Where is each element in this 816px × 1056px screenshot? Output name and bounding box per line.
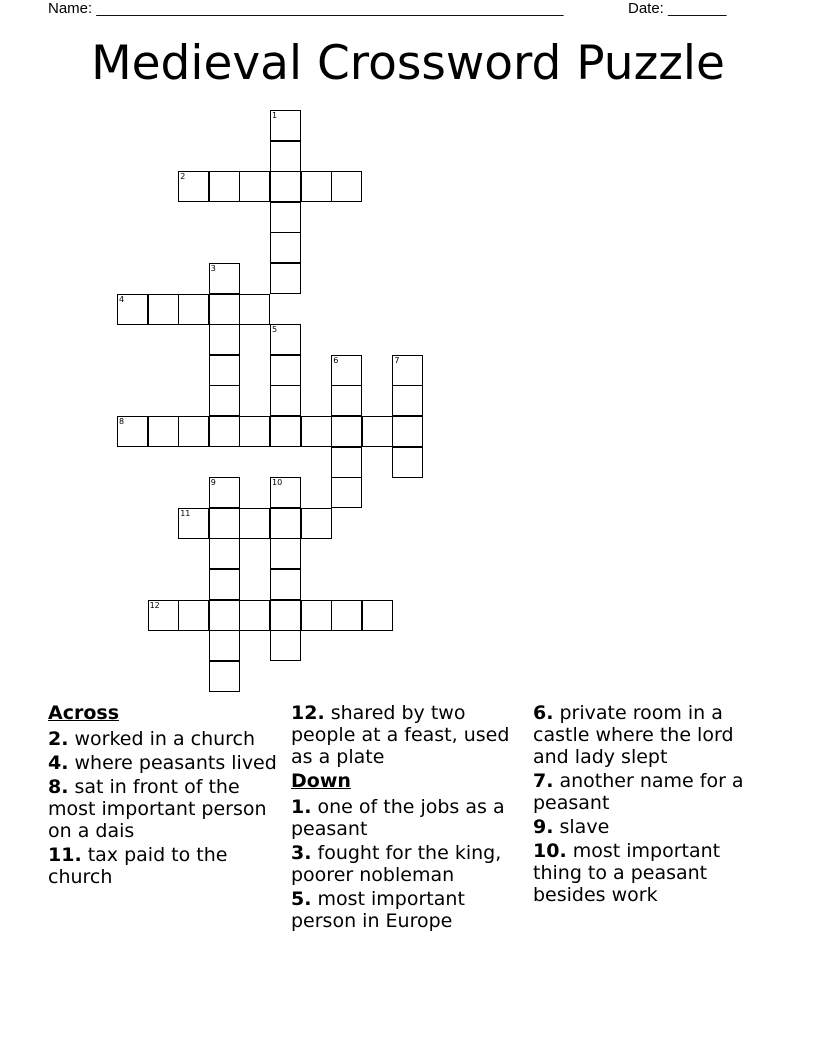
grid-cell[interactable] (117, 294, 148, 325)
grid-cell[interactable] (209, 171, 240, 202)
clue-item-text: fought for the king, poorer nobleman (291, 842, 502, 886)
grid-cell[interactable] (209, 538, 240, 569)
clue-number: 4 (119, 294, 125, 304)
grid-cell[interactable] (331, 385, 362, 416)
clue-item (533, 816, 769, 838)
grid-cell[interactable] (392, 385, 423, 416)
down-clue-list-continued (533, 702, 769, 906)
grid-cell[interactable] (270, 416, 301, 447)
clue-number: 9 (210, 478, 216, 488)
clue-number: 3 (210, 264, 216, 273)
clue-item-text: most important thing to a peasant besides work (533, 840, 721, 906)
clue-item-text: private room in a castle where the lord and lady slept (533, 702, 734, 768)
grid-cell[interactable] (239, 508, 270, 539)
grid-cell[interactable] (270, 171, 301, 202)
clue-item (48, 752, 284, 774)
grid-cell[interactable] (392, 355, 423, 386)
grid-cell[interactable] (239, 600, 270, 631)
grid-cell[interactable] (331, 171, 362, 202)
grid-cell[interactable] (270, 324, 301, 355)
grid-cell[interactable] (270, 630, 301, 661)
grid-cell[interactable] (270, 385, 301, 416)
clue-item-number: 11. (48, 844, 82, 866)
grid-cell[interactable] (239, 294, 270, 325)
grid-cell[interactable] (301, 171, 332, 202)
grid-cell[interactable] (270, 141, 301, 172)
grid-cell[interactable] (178, 508, 209, 539)
clue-item-text: worked in a church (74, 728, 256, 750)
clue-item-number: 8. (48, 776, 69, 798)
grid-cell[interactable] (209, 294, 240, 325)
grid-cell[interactable] (209, 630, 240, 661)
clue-item-number: 2. (48, 728, 69, 750)
grid-cell[interactable] (270, 232, 301, 263)
clue-item (48, 776, 284, 842)
clue-item-number: 6. (533, 702, 554, 724)
grid-cell[interactable] (209, 600, 240, 631)
clue-item-text: slave (559, 816, 610, 838)
grid-cell[interactable] (239, 171, 270, 202)
grid-cell[interactable] (392, 416, 423, 447)
clue-item-number: 9. (533, 816, 554, 838)
clue-item (291, 702, 527, 768)
grid-cell[interactable] (209, 324, 240, 355)
clue-number: 7 (394, 355, 400, 365)
grid-cell[interactable] (392, 447, 423, 478)
grid-cell[interactable] (270, 569, 301, 600)
clue-number: 12 (149, 600, 160, 610)
clue-item (533, 702, 769, 768)
grid-cell[interactable] (209, 661, 240, 692)
clue-item-text: sat in front of the most important person on a dais (48, 776, 267, 842)
grid-cell[interactable] (270, 538, 301, 569)
date-field-label: Date: _______ (628, 0, 727, 17)
across-clue-list (48, 728, 284, 888)
grid-cell[interactable] (331, 600, 362, 631)
clue-item-number: 1. (291, 796, 312, 818)
clue-item-number: 10. (533, 840, 567, 862)
clue-item-text: one of the jobs as a peasant (291, 796, 505, 840)
clue-item-number: 12. (291, 702, 325, 724)
grid-cell[interactable] (270, 508, 301, 539)
grid-cell[interactable] (178, 171, 209, 202)
grid-cell[interactable] (239, 416, 270, 447)
grid-cell[interactable] (331, 416, 362, 447)
clue-item-text: where peasants lived (74, 752, 277, 774)
clue-number: 8 (119, 417, 125, 426)
clue-item-text: tax paid to the church (48, 844, 228, 888)
grid-cell[interactable] (209, 569, 240, 600)
clue-number: 5 (272, 325, 278, 335)
grid-cell[interactable] (209, 355, 240, 386)
clue-item (291, 796, 527, 840)
grid-cell[interactable] (209, 508, 240, 539)
grid-cell[interactable] (362, 416, 393, 447)
grid-cell[interactable] (178, 416, 209, 447)
grid-cell[interactable] (270, 202, 301, 233)
grid-cell[interactable] (301, 600, 332, 631)
clue-item (48, 728, 284, 750)
clue-number: 11 (180, 508, 191, 518)
across-clue-list-continued (291, 702, 527, 768)
clue-item-text: most important person in Europe (291, 888, 465, 932)
clue-item (291, 842, 527, 886)
grid-cell[interactable] (117, 416, 148, 447)
clues-column-3 (533, 702, 769, 908)
clue-number: 6 (333, 355, 339, 365)
grid-cell[interactable] (209, 416, 240, 447)
grid-cell[interactable] (209, 263, 240, 294)
clue-item-text: another name for a peasant (533, 770, 744, 814)
clue-item (48, 844, 284, 888)
grid-cell[interactable] (148, 416, 179, 447)
clue-item-number: 7. (533, 770, 554, 792)
across-heading: Across (48, 702, 120, 724)
clue-item-text: shared by two people at a feast, used as a plate (291, 702, 510, 768)
clue-item (533, 840, 769, 906)
grid-cell[interactable] (178, 600, 209, 631)
grid-cell[interactable] (270, 110, 301, 141)
grid-cell[interactable] (209, 385, 240, 416)
grid-cell[interactable] (209, 477, 240, 508)
clues-column-1 (48, 702, 284, 890)
clue-number: 2 (180, 172, 186, 182)
grid-cell[interactable] (270, 477, 301, 508)
grid-cell[interactable] (270, 263, 301, 294)
puzzle-title: Medieval Crossword Puzzle (91, 36, 725, 91)
clue-item-number: 3. (291, 842, 312, 864)
clue-item-number: 5. (291, 888, 312, 910)
grid-cell[interactable] (178, 294, 209, 325)
grid-cell[interactable] (331, 447, 362, 478)
clues-column-2 (291, 702, 527, 934)
grid-cell[interactable] (148, 600, 179, 631)
grid-cell[interactable] (301, 416, 332, 447)
grid-cell[interactable] (270, 355, 301, 386)
grid-cell[interactable] (301, 508, 332, 539)
down-heading: Down (291, 770, 351, 792)
clue-item (291, 888, 527, 932)
clue-item (533, 770, 769, 814)
clue-number: 10 (272, 478, 283, 488)
grid-cell[interactable] (331, 355, 362, 386)
name-field-label: Name: ________________________________________________________ (48, 0, 564, 17)
grid-cell[interactable] (331, 477, 362, 508)
clue-item-number: 4. (48, 752, 69, 774)
grid-cell[interactable] (362, 600, 393, 631)
grid-cell[interactable] (148, 294, 179, 325)
clue-number: 1 (272, 111, 278, 120)
down-clue-list (291, 796, 527, 932)
grid-cell[interactable] (270, 600, 301, 631)
